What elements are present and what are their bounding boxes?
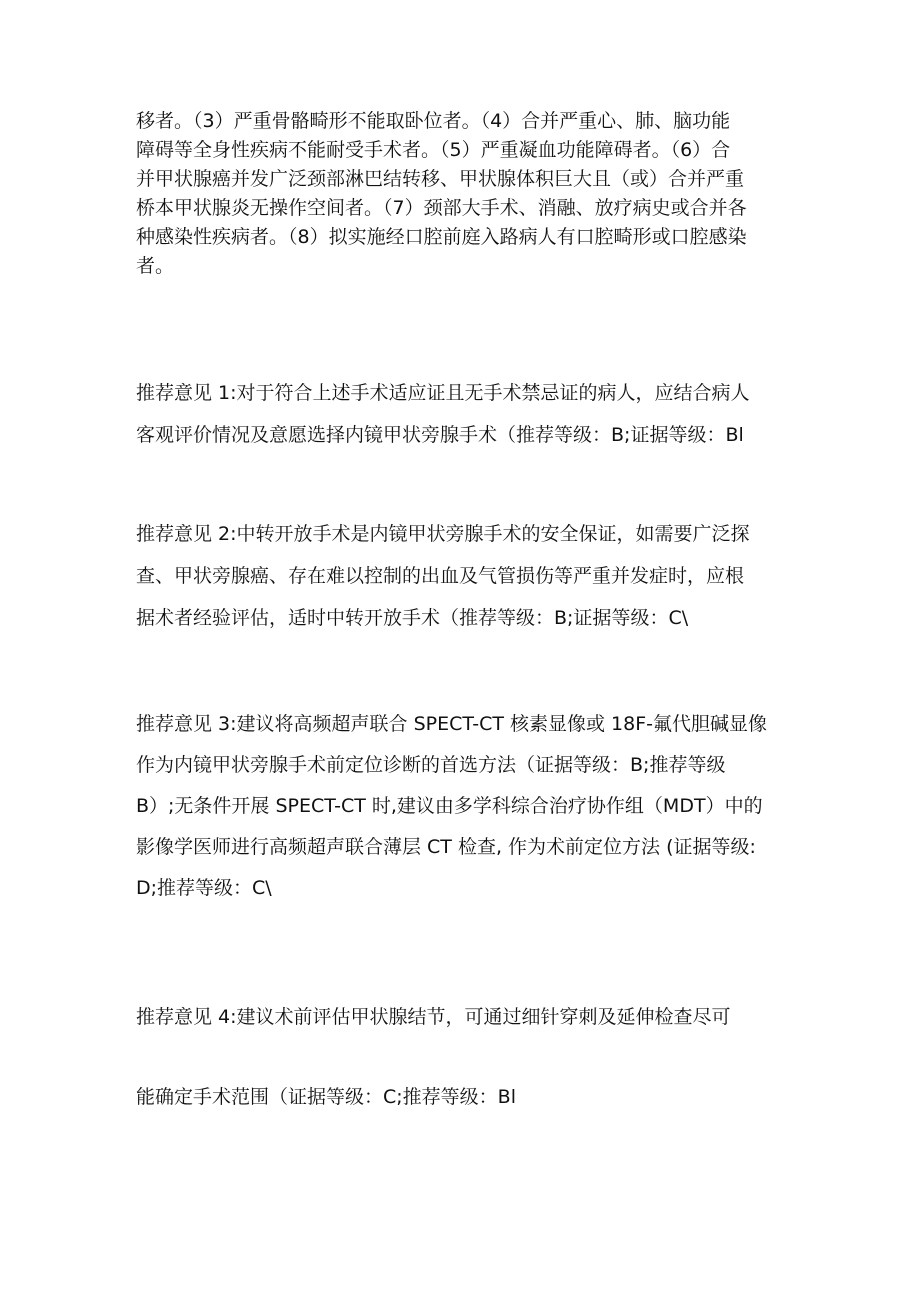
text-line: 查、甲状旁腺癌、存在难以控制的出血及气管损伤等严重并发症时，应根	[136, 565, 745, 587]
text-line: 作为内镜甲状旁腺手术前定位诊断的首选方法（证据等级：B;推荐等级	[136, 754, 726, 776]
recommendation-1-paragraph	[136, 372, 788, 456]
text-line: 能确定手术范围（证据等级：C;推荐等级：Bl	[136, 1086, 516, 1108]
recommendation-3-paragraph	[136, 704, 788, 909]
contraindications-paragraph	[136, 107, 788, 281]
text-line: 推荐意见 1:对于符合上述手术适应证且无手术禁忌证的病人，应结合病人	[136, 382, 750, 404]
text-line: D;推荐等级：C\	[136, 877, 272, 899]
text-line: 桥本甲状腺炎无操作空间者。（7）颈部大手术、消融、放疗病史或合并各	[136, 197, 747, 219]
text-line: 推荐意见 3:建议将高频超声联合 SPECT-CT 核素显像或 18F-氟代胆碱显像	[136, 713, 767, 735]
text-line: 移者。（3）严重骨骼畸形不能取卧位者。（4）合并严重心、肺、脑功能	[136, 110, 731, 132]
recommendation-4-paragraph	[136, 1003, 788, 1032]
recommendation-2-paragraph	[136, 513, 788, 639]
text-line: B）;无条件开展 SPECT-CT 时,建议由多学科综合治疗协作组（MDT）中的	[136, 795, 763, 817]
text-line: 种感染性疾病者。（8）拟实施经口腔前庭入路病人有口腔畸形或口腔感染	[136, 226, 747, 248]
text-line: 推荐意见 2:中转开放手术是内镜甲状旁腺手术的安全保证，如需要广泛探	[136, 523, 750, 545]
text-line: 者。	[136, 255, 175, 277]
text-line: 客观评价情况及意愿选择内镜甲状旁腺手术（推荐等级：B;证据等级：Bl	[136, 424, 744, 446]
recommendation-4-continuation	[136, 1083, 788, 1112]
text-line: 影像学医师进行高频超声联合薄层 CT 检查, 作为术前定位方法 (证据等级:	[136, 836, 756, 858]
text-line: 并甲状腺癌并发广泛颈部淋巴结转移、甲状腺体积巨大且（或）合并严重	[136, 168, 745, 190]
text-line: 推荐意见 4:建议术前评估甲状腺结节，可通过细针穿刺及延伸检查尽可	[136, 1006, 731, 1028]
text-line: 据术者经验评估，适时中转开放手术（推荐等级：B;证据等级：C\	[136, 607, 689, 629]
text-line: 障碍等全身性疾病不能耐受手术者。（5）严重凝血功能障碍者。（6）合	[136, 139, 731, 161]
